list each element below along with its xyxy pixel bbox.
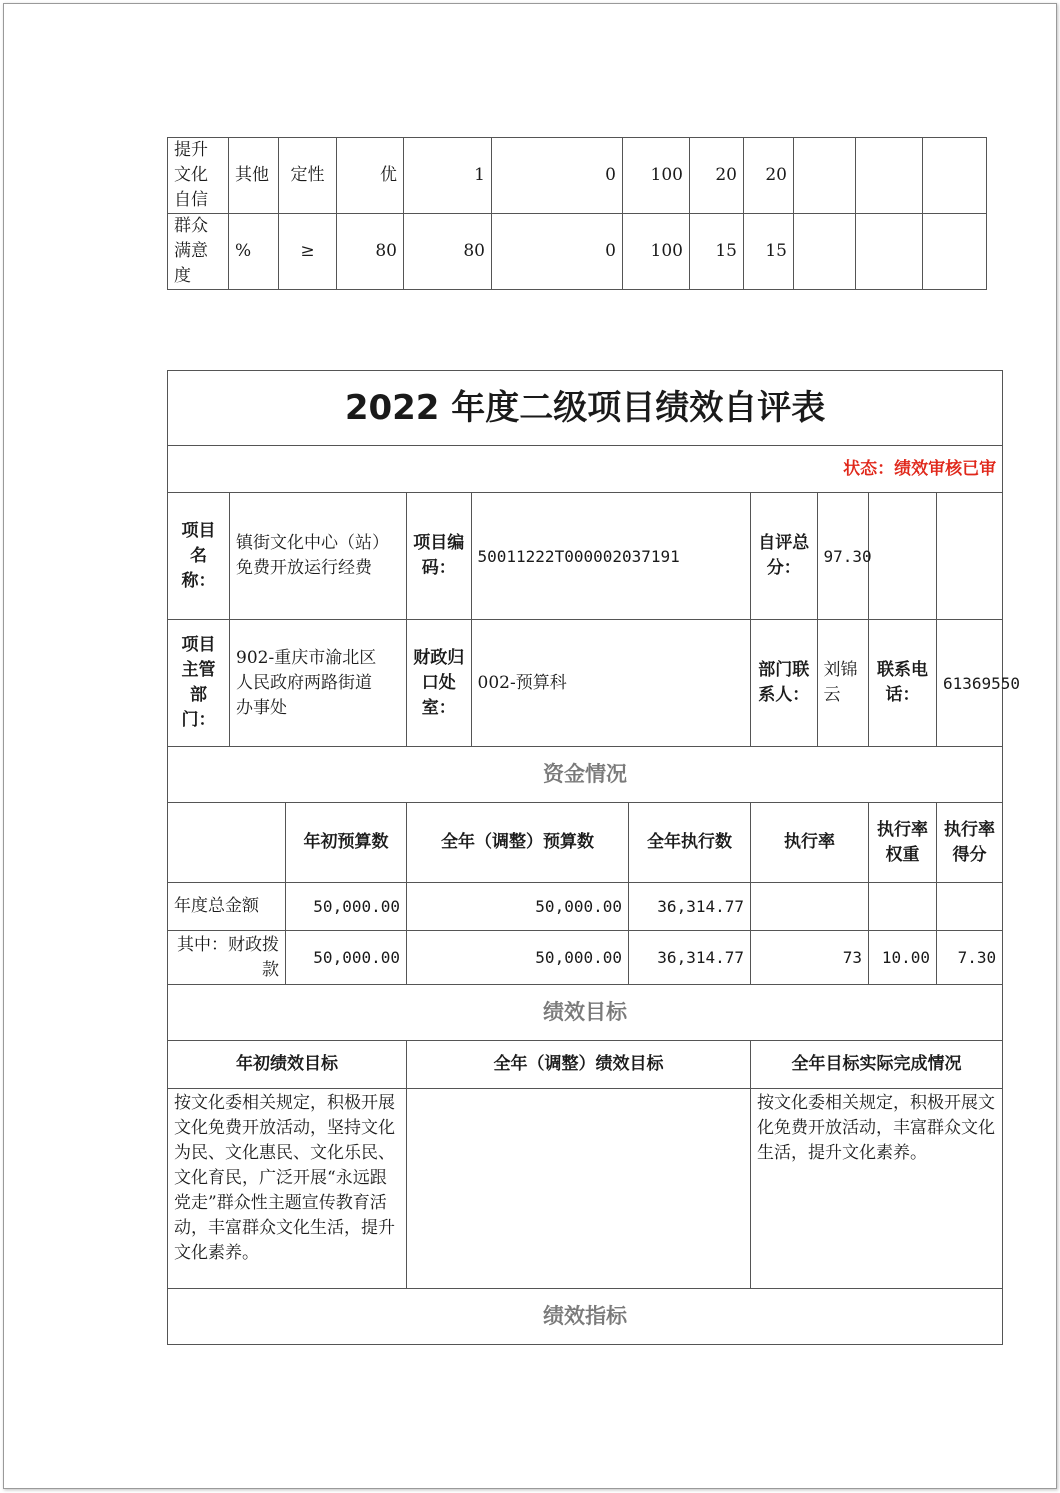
indicator-score: 15 xyxy=(744,214,794,290)
rate-weight xyxy=(869,883,937,931)
department-label: 项目主管部门： xyxy=(168,620,230,747)
empty-cell xyxy=(937,493,1003,620)
office: 002-预算科 xyxy=(477,672,567,693)
indicator-operator: 定性 xyxy=(279,138,337,214)
empty-cell xyxy=(856,138,923,214)
empty-cell xyxy=(923,138,987,214)
empty-cell xyxy=(869,493,937,620)
row-label: 年度总金额 xyxy=(168,883,286,931)
rate-score: 7.30 xyxy=(937,931,1003,985)
phone-label: 联系电话： xyxy=(869,620,937,747)
indicator-actual: 1 xyxy=(404,138,492,214)
indicator-name: 提升文化自信 xyxy=(168,138,229,214)
score-cell xyxy=(751,493,872,619)
indicator-weight: 15 xyxy=(690,214,744,290)
goals-header-row xyxy=(168,1041,1003,1089)
project-code: 50011222T000002037191 xyxy=(477,546,680,566)
contact-cell xyxy=(751,620,868,746)
col-header: 年初绩效目标 xyxy=(168,1041,407,1089)
empty-cell xyxy=(923,214,987,290)
rate-score xyxy=(937,883,1003,931)
adjusted-goal xyxy=(407,1089,751,1289)
indicator-unit: 其他 xyxy=(229,138,279,214)
empty-cell xyxy=(794,138,856,214)
phone: 61369550 xyxy=(937,620,1003,747)
actual-completion: 按文化委相关规定，积极开展文化免费开放活动，丰富群众文化生活，提升文化素养。 xyxy=(751,1089,1003,1289)
indicator-completion: 100 xyxy=(623,214,690,290)
col-header: 年初预算数 xyxy=(286,803,407,883)
page-title: 2022 年度二级项目绩效自评表 xyxy=(168,371,1003,446)
col-header: 全年（调整）绩效目标 xyxy=(407,1041,751,1089)
execution-rate xyxy=(751,883,869,931)
indicator-table-continued xyxy=(167,137,987,290)
self-score: 97.30 xyxy=(823,546,872,566)
contact: 刘锦云 xyxy=(823,660,858,705)
indicator-deviation: 0 xyxy=(492,214,623,290)
goals-section-title: 绩效目标 xyxy=(168,985,1003,1041)
indicator-target: 80 xyxy=(337,214,404,290)
table-row xyxy=(168,1089,1003,1289)
indicator-operator: ≥ xyxy=(279,214,337,290)
status-badge: 状态：绩效审核已审 xyxy=(168,446,1003,493)
project-name: 镇街文化中心（站）免费开放运行经费 xyxy=(230,493,407,620)
row-label: 其中：财政拨款 xyxy=(168,931,286,985)
office-label: 财政归口处室： xyxy=(407,620,471,746)
col-header: 全年目标实际完成情况 xyxy=(751,1041,1003,1089)
execution-rate: 73 xyxy=(751,931,869,985)
indicator-completion: 100 xyxy=(623,138,690,214)
table-row xyxy=(168,138,987,214)
initial-budget: 50,000.00 xyxy=(286,931,407,985)
indicator-unit: % xyxy=(229,214,279,290)
project-name-label: 项目名称： xyxy=(168,493,230,620)
office-cell xyxy=(407,620,750,746)
col-header: 执行率得分 xyxy=(937,803,1003,883)
indicator-score: 20 xyxy=(744,138,794,214)
table-row xyxy=(168,883,1003,931)
adjusted-budget: 50,000.00 xyxy=(407,883,629,931)
funds-header-row xyxy=(168,803,1003,883)
self-score-label: 自评总分： xyxy=(751,493,817,619)
col-header: 执行率权重 xyxy=(869,803,937,883)
indicator-deviation: 0 xyxy=(492,138,623,214)
col-header: 全年执行数 xyxy=(629,803,751,883)
project-code-label: 项目编码： xyxy=(407,493,471,619)
executed-amount: 36,314.77 xyxy=(629,883,751,931)
funds-section-title: 资金情况 xyxy=(168,747,1003,803)
empty-cell xyxy=(168,803,286,883)
table-row xyxy=(168,931,1003,985)
indicator-name: 群众满意度 xyxy=(168,214,229,290)
empty-cell xyxy=(794,214,856,290)
adjusted-budget: 50,000.00 xyxy=(407,931,629,985)
indicator-actual: 80 xyxy=(404,214,492,290)
empty-cell xyxy=(856,214,923,290)
rate-weight: 10.00 xyxy=(869,931,937,985)
indicator-weight: 20 xyxy=(690,138,744,214)
document-page xyxy=(3,3,1057,1489)
col-header: 执行率 xyxy=(751,803,869,883)
contact-label: 部门联系人： xyxy=(751,620,817,746)
indicator-target: 优 xyxy=(337,138,404,214)
col-header: 全年（调整）预算数 xyxy=(407,803,629,883)
department: 902-重庆市渝北区人民政府两路街道办事处 xyxy=(230,620,407,747)
table-row xyxy=(168,493,1003,620)
table-row xyxy=(168,620,1003,747)
initial-goal: 按文化委相关规定，积极开展文化免费开放活动，坚持文化为民、文化惠民、文化乐民、文化育民，广泛开展“永远跟党走”群众性主题宣传教育活动，丰富群众文化生活，提升文化素养。 xyxy=(168,1089,407,1289)
self-evaluation-table xyxy=(167,370,1021,1345)
initial-budget: 50,000.00 xyxy=(286,883,407,931)
executed-amount: 36,314.77 xyxy=(629,931,751,985)
table-row xyxy=(168,214,987,290)
project-code-cell xyxy=(407,493,750,619)
indicators-section-title: 绩效指标 xyxy=(168,1289,1003,1345)
